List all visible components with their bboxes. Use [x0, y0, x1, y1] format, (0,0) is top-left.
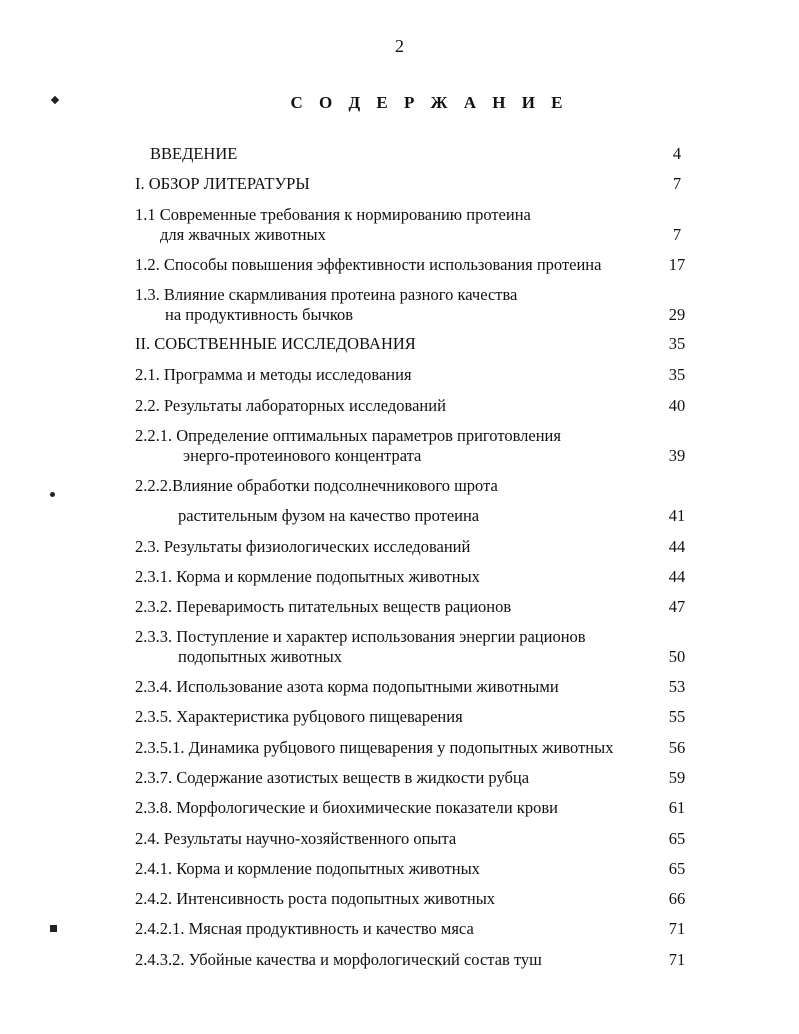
toc-entry-title: 2.4.2.1. Мясная продуктивность и качество мяса — [135, 919, 474, 938]
toc-entry-page: 50 — [668, 647, 686, 666]
toc-entry-title: 2.3.3. Поступление и характер использования энергии рационов — [135, 627, 586, 646]
toc-entry-page: 71 — [668, 919, 686, 938]
toc-entry-page: 55 — [668, 707, 686, 726]
toc-entry-page: 59 — [668, 768, 686, 787]
toc-entry-title: 2.3.8. Морфологические и биохимические показатели крови — [135, 798, 558, 817]
toc-entry-title-continued: для жвачных животных — [160, 225, 326, 244]
toc-entry-title: 2.2. Результаты лабораторных исследований — [135, 396, 446, 415]
toc-entry-title-continued: на продуктивность бычков — [165, 305, 354, 324]
toc-entry-page: 65 — [668, 829, 686, 848]
page-title: С О Д Е Р Ж А Н И Е — [290, 93, 569, 112]
toc-entry-page: 40 — [668, 396, 686, 415]
margin-mark — [50, 925, 57, 932]
toc-entry-title: 2.3.4. Использование азота корма подопытными животными — [135, 677, 559, 696]
toc-entry-page: 17 — [668, 255, 686, 274]
toc-entry-title: 2.4. Результаты научно-хозяйственного опыта — [135, 829, 457, 848]
toc-entry-title: 1.3. Влияние скармливания протеина разного качества — [135, 285, 518, 304]
toc-entry-title-continued: подопытных животных — [178, 647, 342, 666]
toc-entry-page: 41 — [668, 506, 686, 525]
margin-mark — [50, 492, 55, 497]
toc-entry-title: 2.3.1. Корма и кормление подопытных животных — [135, 567, 480, 586]
toc-entry-page: 35 — [668, 365, 686, 384]
toc-entry-title: 2.3. Результаты физиологических исследований — [135, 537, 471, 556]
toc-entry-page: 71 — [668, 950, 686, 969]
toc-entry-title: 2.4.2. Интенсивность роста подопытных животных — [135, 889, 496, 908]
toc-entry-page: 7 — [672, 225, 682, 244]
toc-entry-page: 44 — [668, 537, 686, 556]
toc-entry-title: 2.2.2.Влияние обработки подсолнечникового шрота — [135, 476, 498, 495]
toc-entry-title: II. СОБСТВЕННЫЕ ИССЛЕДОВАНИЯ — [135, 334, 416, 353]
toc-entry-title: растительным фузом на качество протеина — [178, 506, 480, 525]
page-number: 2 — [395, 36, 404, 56]
toc-entry-page: 39 — [668, 446, 686, 465]
toc-entry-page: 56 — [668, 738, 686, 757]
toc-entry-title: 2.3.5. Характеристика рубцового пищеварения — [135, 707, 463, 726]
toc-entry-title-continued: энерго-протеинового концентрата — [183, 446, 422, 465]
toc-entry-title: 2.4.3.2. Убойные качества и морфологический состав туш — [135, 950, 542, 969]
toc-entry-page: 66 — [668, 889, 686, 908]
toc-entry-title: 1.1 Современные требования к нормированию протеина — [135, 205, 531, 224]
toc-entry-title: 2.3.2. Переваримость питательных веществ рационов — [135, 597, 512, 616]
toc-entry-page: 35 — [668, 334, 686, 353]
toc-entry-title: 2.3.7. Содержание азотистых веществ в жидкости рубца — [135, 768, 530, 787]
toc-entry-page: 7 — [672, 174, 682, 193]
toc-entry-page: 4 — [672, 144, 682, 163]
toc-entry-title: 2.4.1. Корма и кормление подопытных животных — [135, 859, 480, 878]
toc-entry-page: 47 — [668, 597, 686, 616]
toc-entry-page: 29 — [668, 305, 686, 324]
toc-entry-title: 2.1. Программа и методы исследования — [135, 365, 412, 384]
toc-entry-page: 61 — [668, 798, 686, 817]
toc-entry-title: ВВЕДЕНИЕ — [150, 144, 238, 163]
toc-entry-title: I. ОБЗОР ЛИТЕРАТУРЫ — [135, 174, 310, 193]
toc-entry-title: 2.2.1. Определение оптимальных параметров приготовления — [135, 426, 561, 445]
toc-entry-page: 44 — [668, 567, 686, 586]
toc-entry-title: 1.2. Способы повышения эффективности использования протеина — [135, 255, 602, 274]
toc-entry-page: 53 — [668, 677, 686, 696]
toc-entry-title: 2.3.5.1. Динамика рубцового пищеварения у подопытных животных — [135, 738, 614, 757]
toc-entry-page: 65 — [668, 859, 686, 878]
